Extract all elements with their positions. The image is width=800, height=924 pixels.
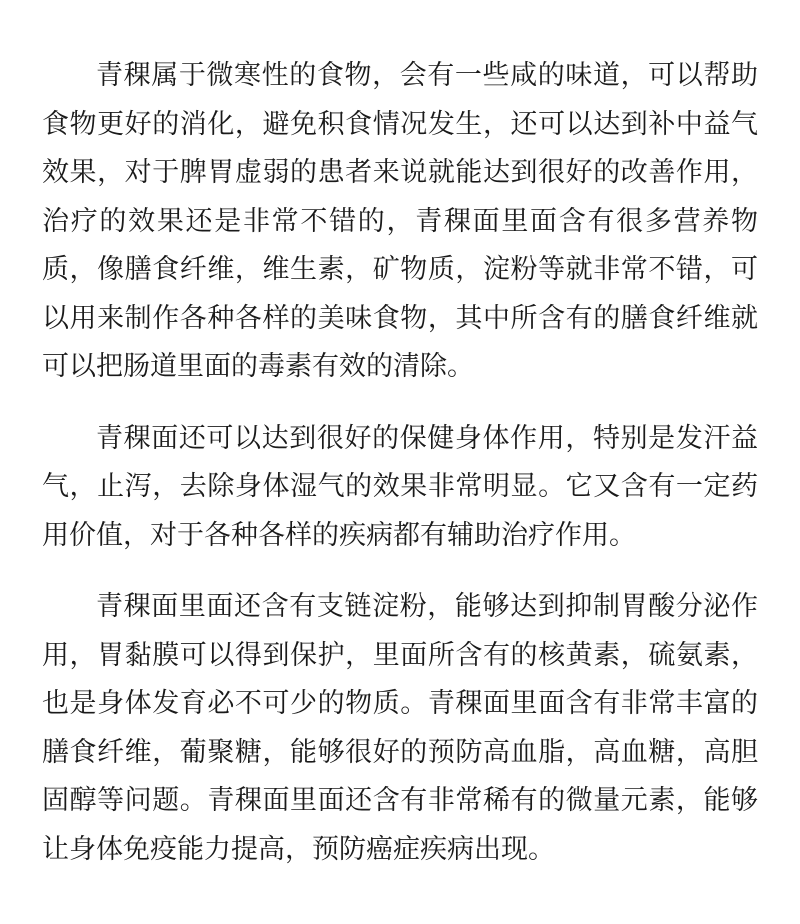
article-body <box>42 52 758 897</box>
paragraph-nutrients: 青稞面里面还含有支链淀粉，能够达到抑制胃酸分泌作用，胃黏膜可以得到保护，里面所含有的核黄素，硫氨素，也是身体发育必不可少的物质。青稞面里面含有非常丰富的膳食纤维，葡聚糖，能够很好的预防高血脂，高血糖，高胆固醇等问题。青稞面里面还含有非常稀有的微量元素，能够让身体免疫能力提高，预防癌症疾病出现。 <box>42 591 758 865</box>
paragraph-health-benefits: 青稞面还可以达到很好的保健身体作用，特别是发汗益气，止泻，去除身体湿气的效果非常明显。它又含有一定药用价值，对于各种各样的疾病都有辅助治疗作用。 <box>42 422 758 551</box>
paragraph-barley-properties: 青稞属于微寒性的食物，会有一些咸的味道，可以帮助食物更好的消化，避免积食情况发生，还可以达到补中益气效果，对于脾胃虚弱的患者来说就能达到很好的改善作用，治疗的效果还是非常不错的，青稞面里面含有很多营养物质，像膳食纤维，维生素，矿物质，淀粉等就非常不错，可以用来制作各种各样的美味食物，其中所含有的膳食纤维就可以把肠道里面的毒素有效的清除。 <box>42 60 758 382</box>
